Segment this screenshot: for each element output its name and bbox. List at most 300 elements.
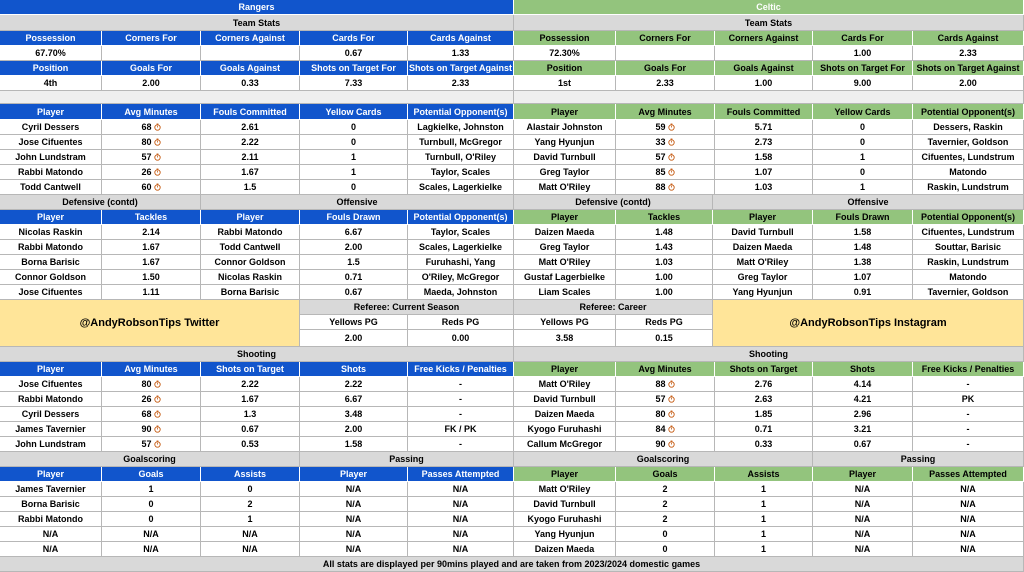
stopwatch-icon [154, 138, 161, 146]
rangers-fouls-cell [201, 150, 300, 165]
rangers-team-stat-value-text: 4th [43, 78, 58, 88]
celtic-def-cell [514, 270, 616, 285]
rangers-team-stat-value [0, 46, 102, 61]
rangers-off-cell [300, 285, 408, 300]
celtic-fouls-cell [715, 135, 813, 150]
celtic-fouls-cell [514, 180, 616, 195]
rangers-goals-header [102, 467, 201, 482]
celtic-team-stat-header-text: Goals Against [733, 63, 794, 73]
rangers-shooting-cell [408, 377, 514, 392]
rangers-fouls-cell-text: 0 [350, 122, 356, 132]
celtic-fouls-header [514, 104, 616, 120]
footer-note-text: All stats are displayed per 90mins played and are taken from 2023/2024 domestic games [322, 559, 701, 569]
rangers-off-cell [201, 285, 300, 300]
rangers-team-stat-header-text: Corners Against [215, 33, 285, 43]
celtic-team-stat-value-text: 2.33 [959, 48, 977, 58]
celtic-fouls-cell [715, 180, 813, 195]
stopwatch-icon [154, 183, 161, 191]
rangers-off-cell [201, 270, 300, 285]
rangers-off-cell [300, 255, 408, 270]
celtic-fouls-cell-text: Yang Hyunjun [534, 137, 595, 147]
rangers-shooting-cell-text: FK / PK [444, 424, 477, 434]
celtic-goals-cell-text: 2 [662, 514, 668, 524]
rangers-fouls-cell-text: Rabbi Matondo [18, 167, 83, 177]
rangers-fouls-header [201, 104, 300, 120]
rangers-goals-cell-text: 0 [148, 499, 154, 509]
rangers-off-header-text: Potential Opponent(s) [413, 212, 508, 222]
celtic-fouls-header-text: Fouls Committed [726, 106, 801, 117]
celtic-goals-cell [514, 482, 616, 497]
rangers-fouls-cell-text: 1 [350, 152, 356, 162]
celtic-pass-cell [813, 542, 913, 557]
celtic-team-stat-value [514, 76, 616, 91]
rangers-team-stat-header [0, 31, 102, 46]
rangers-shooting-cell [300, 377, 408, 392]
rangers-fouls-cell [102, 165, 201, 180]
rangers-shooting-cell [102, 422, 201, 437]
celtic-off-cell [813, 255, 913, 270]
rangers-goals-cell-text: 1 [148, 484, 154, 494]
rangers-goals-cell [0, 527, 102, 542]
rangers-fouls-cell [102, 180, 201, 195]
celtic-goals-cell [616, 542, 715, 557]
rangers-banner-text: Rangers [238, 2, 275, 12]
celtic-def-header-text: Tackles [647, 212, 681, 222]
rangers-fouls-cell [408, 120, 514, 135]
celtic-shooting-cell [514, 377, 616, 392]
celtic-team-stat-header-text: Corners For [639, 33, 691, 43]
celtic-fouls-cell [616, 150, 715, 165]
rangers-shooting-cell [300, 437, 408, 452]
rangers-shooting-header [300, 362, 408, 377]
celtic-shooting-cell [913, 392, 1024, 407]
celtic-shooting-cell-text: 0.71 [754, 424, 773, 434]
rangers-def-cell-text: 1.50 [142, 272, 160, 282]
celtic-banner-text: Celtic [756, 2, 781, 12]
celtic-goals-cell-text: 2 [662, 484, 668, 494]
celtic-goals-cell-text: David Turnbull [533, 499, 596, 509]
rangers-fouls-cell [201, 165, 300, 180]
celtic-fouls-cell-text: Tavernier, Goldson [927, 137, 1009, 147]
celtic-shooting-cell-text: 57 [655, 394, 666, 404]
rangers-team-stat-value-text: 0.67 [344, 48, 363, 58]
rangers-shooting-cell-text: 2.22 [344, 379, 363, 389]
stopwatch-icon [668, 395, 675, 403]
rangers-fouls-cell-text: Turnbull, McGregor [419, 137, 502, 147]
celtic-off-cell-text: Greg Taylor [737, 272, 788, 282]
referee-career-label-text: Referee: Career [579, 302, 647, 312]
celtic-goals-cell-text: 0 [662, 544, 668, 554]
rangers-team-stat-value-text: 67.70% [35, 48, 66, 58]
rangers-team-stat-header-text: Goals Against [219, 63, 281, 73]
rangers-shooting-cell-text: 26 [141, 394, 152, 404]
celtic-def-cell [514, 285, 616, 300]
rangers-fouls-cell [102, 120, 201, 135]
celtic-goals-cell-text: 0 [662, 529, 668, 539]
rangers-off-cell-text: Rabbi Matondo [217, 227, 283, 237]
rangers-fouls-cell-text: 0 [350, 137, 356, 147]
celtic-fouls-cell-text: 1.58 [754, 152, 773, 162]
celtic-fouls-header-text: Yellow Cards [834, 106, 891, 117]
celtic-goals-cell [616, 527, 715, 542]
rangers-pass-cell [300, 527, 408, 542]
celtic-team-stat-value [616, 76, 715, 91]
celtic-def-cell-text: 1.00 [655, 272, 673, 282]
celtic-passing-label-text: Passing [900, 454, 936, 464]
celtic-goals-cell-text: 2 [662, 499, 668, 509]
rangers-shooting-cell [408, 437, 514, 452]
celtic-shooting-cell [913, 437, 1024, 452]
celtic-shooting-cell [913, 377, 1024, 392]
rangers-shooting-header [102, 362, 201, 377]
celtic-shooting-label-text: Shooting [749, 349, 788, 359]
rangers-def-cell-text: 1.11 [142, 287, 160, 297]
rangers-fouls-cell-text: 68 [141, 122, 152, 132]
celtic-fouls-cell [616, 165, 715, 180]
celtic-team-stat-header-text: Shots on Target Against [916, 63, 1020, 73]
celtic-shooting-cell-text: - [966, 379, 970, 389]
rangers-goals-cell-text: N/A [143, 544, 159, 554]
celtic-shooting-cell-text: PK [961, 394, 975, 404]
rangers-fouls-cell [201, 180, 300, 195]
celtic-fouls-cell [813, 135, 913, 150]
celtic-team-stat-header-text: Goals For [643, 63, 686, 73]
rangers-off-cell [201, 240, 300, 255]
celtic-team-stat-header [616, 31, 715, 46]
rangers-fouls-header-text: Yellow Cards [325, 106, 382, 117]
rangers-pass-cell [300, 512, 408, 527]
stopwatch-icon [154, 425, 161, 433]
referee-current-value-text: 2.00 [344, 333, 363, 343]
rangers-def-cell-text: Rabbi Matondo [18, 242, 83, 252]
spacer-row [0, 91, 514, 104]
celtic-shooting-header-text: Player [550, 364, 579, 374]
rangers-fouls-cell-text: Scales, Lagerkielke [418, 182, 503, 192]
stopwatch-icon [668, 440, 675, 448]
rangers-off-cell-text: 0.67 [344, 287, 363, 297]
referee-career-header [616, 315, 713, 330]
rangers-pass-cell-text: N/A [452, 514, 469, 524]
celtic-goals-cell [616, 497, 715, 512]
rangers-fouls-cell [408, 180, 514, 195]
celtic-goals-cell [514, 512, 616, 527]
rangers-fouls-cell [408, 165, 514, 180]
celtic-fouls-cell-text: 1 [859, 152, 865, 162]
rangers-off-cell-text: Connor Goldson [214, 257, 286, 267]
celtic-shooting-cell-text: 4.14 [853, 379, 872, 389]
rangers-fouls-cell [300, 150, 408, 165]
rangers-team-stat-value [201, 46, 300, 61]
celtic-shooting-header [715, 362, 813, 377]
stopwatch-icon [668, 138, 675, 146]
rangers-team-stat-header-text: Cards Against [430, 33, 491, 43]
rangers-shooting-cell [102, 407, 201, 422]
celtic-goals-cell [715, 542, 813, 557]
celtic-team-stat-header [715, 31, 813, 46]
rangers-fouls-cell-text: 2.61 [241, 122, 259, 132]
rangers-def-cell-text: 1.67 [142, 242, 160, 252]
rangers-team-stat-value [102, 76, 201, 91]
rangers-goals-cell-text: N/A [242, 529, 258, 539]
celtic-def-cell-text: Greg Taylor [539, 242, 590, 252]
rangers-fouls-cell-text: Todd Cantwell [20, 182, 81, 192]
celtic-shooting-cell-text: 1.85 [754, 409, 773, 419]
celtic-shooting-header-text: Shots [849, 364, 875, 374]
celtic-goals-cell [616, 482, 715, 497]
stopwatch-icon [668, 183, 675, 191]
celtic-off-header-text: Potential Opponent(s) [921, 212, 1015, 222]
rangers-fouls-cell-text: Lagkielke, Johnston [417, 122, 504, 132]
referee-career-header-text: Reds PG [645, 317, 683, 327]
celtic-off-cell [813, 270, 913, 285]
rangers-shooting-cell [102, 437, 201, 452]
celtic-shooting-cell-text: - [966, 409, 970, 419]
rangers-shooting-cell [201, 407, 300, 422]
rangers-shooting-cell-text: Cyril Dessers [21, 409, 80, 419]
rangers-fouls-cell-text: Turnbull, O'Riley [425, 152, 496, 162]
celtic-team-stat-header [616, 61, 715, 76]
celtic-goals-cell [514, 527, 616, 542]
rangers-pass-header [300, 467, 408, 482]
stopwatch-icon [154, 395, 161, 403]
rangers-team-stat-value-text: 2.33 [451, 78, 470, 88]
rangers-goals-header-text: Assists [233, 469, 267, 479]
rangers-off-cell [408, 270, 514, 285]
rangers-pass-cell [300, 497, 408, 512]
celtic-off-header-text: Player [748, 212, 777, 222]
celtic-team-stat-header [715, 61, 813, 76]
celtic-pass-header-text: Player [848, 469, 877, 479]
celtic-pass-header [913, 467, 1024, 482]
celtic-fouls-cell [514, 150, 616, 165]
rangers-pass-cell-text: N/A [345, 484, 362, 494]
rangers-offensive-label [201, 195, 514, 210]
rangers-def-cell [102, 285, 201, 300]
celtic-team-stat-value [715, 46, 813, 61]
rangers-fouls-cell [201, 135, 300, 150]
celtic-def-cell-text: Liam Scales [538, 287, 591, 297]
celtic-fouls-cell-text: 57 [655, 152, 666, 162]
celtic-fouls-cell [913, 180, 1024, 195]
rangers-shooting-cell-text: 80 [141, 379, 152, 389]
celtic-off-cell-text: 1.58 [853, 227, 872, 237]
celtic-def-cell-text: Daizen Maeda [534, 227, 595, 237]
rangers-shooting-header-text: Player [36, 364, 65, 374]
celtic-shooting-cell-text: Kyogo Furuhashi [527, 424, 602, 434]
celtic-off-cell [813, 240, 913, 255]
celtic-fouls-cell-text: 1.03 [754, 182, 773, 192]
rangers-team-stat-header [0, 61, 102, 76]
celtic-shooting-header [616, 362, 715, 377]
celtic-team-stat-value-text: 2.00 [959, 78, 977, 88]
rangers-shooting-header-text: Free Kicks / Penalties [414, 364, 507, 374]
celtic-goals-cell-text: 1 [760, 529, 766, 539]
rangers-shooting-header-text: Shots on Target [216, 364, 284, 374]
celtic-shooting-cell-text: 90 [655, 439, 666, 449]
referee-career-value [514, 330, 616, 347]
celtic-fouls-header [813, 104, 913, 120]
rangers-goals-header [201, 467, 300, 482]
celtic-shooting-cell [514, 437, 616, 452]
rangers-pass-cell [408, 512, 514, 527]
celtic-passing-label [813, 452, 1024, 467]
rangers-team-stat-header-text: Position [32, 63, 69, 73]
celtic-shooting-cell-text: Callum McGregor [526, 439, 602, 449]
celtic-team-stat-value-text: 2.33 [656, 78, 674, 88]
celtic-def-cell [616, 270, 713, 285]
celtic-team-stat-value [514, 46, 616, 61]
rangers-shooting-header-text: Shots [340, 364, 366, 374]
rangers-shooting-cell-text: James Tavernier [15, 424, 86, 434]
rangers-team-stat-header-text: Possession [25, 33, 76, 43]
rangers-shooting-cell [201, 437, 300, 452]
team-stats-label [514, 15, 1024, 31]
rangers-def-cell [102, 240, 201, 255]
celtic-team-stat-header [514, 31, 616, 46]
celtic-fouls-cell-text: Greg Taylor [539, 167, 590, 177]
rangers-off-cell [300, 270, 408, 285]
celtic-team-stat-value [813, 46, 913, 61]
celtic-pass-cell-text: N/A [854, 499, 871, 509]
spacer-row [514, 91, 1024, 104]
rangers-team-stat-value-text: 2.00 [142, 78, 160, 88]
celtic-fouls-cell-text: 5.71 [754, 122, 773, 132]
rangers-shooting-cell-text: - [459, 379, 462, 389]
rangers-shooting-cell-text: 0.53 [241, 439, 259, 449]
rangers-fouls-cell [300, 180, 408, 195]
rangers-goals-cell-text: 0 [148, 514, 154, 524]
celtic-pass-cell-text: N/A [960, 484, 976, 494]
rangers-goals-cell-text: N/A [143, 529, 159, 539]
celtic-def-cell-text: Matt O'Riley [538, 257, 591, 267]
rangers-off-cell [408, 255, 514, 270]
celtic-goalscoring-label [514, 452, 813, 467]
referee-current-value-text: 0.00 [451, 333, 470, 343]
rangers-fouls-header [300, 104, 408, 120]
celtic-off-header [813, 210, 913, 225]
rangers-team-stat-header-text: Cards For [332, 33, 375, 43]
rangers-pass-cell-text: N/A [452, 484, 469, 494]
rangers-pass-header-text: Passes Attempted [421, 469, 500, 479]
celtic-shooting-cell [715, 407, 813, 422]
rangers-goalscoring-label-text: Goalscoring [123, 454, 176, 464]
celtic-fouls-cell [715, 120, 813, 135]
celtic-goals-header-text: Assists [747, 469, 780, 479]
rangers-def-header [102, 210, 201, 225]
celtic-fouls-cell [913, 135, 1024, 150]
rangers-goals-cell [0, 482, 102, 497]
rangers-off-cell [201, 255, 300, 270]
rangers-off-header [201, 210, 300, 225]
rangers-pass-header [408, 467, 514, 482]
rangers-shooting-cell-text: 1.58 [344, 439, 363, 449]
celtic-off-cell-text: David Turnbull [731, 227, 794, 237]
referee-current-label [300, 300, 514, 315]
celtic-goals-cell [715, 497, 813, 512]
rangers-pass-cell [408, 527, 514, 542]
celtic-goals-header-text: Player [550, 469, 579, 479]
rangers-shooting-cell [408, 392, 514, 407]
celtic-fouls-header [913, 104, 1024, 120]
celtic-goals-cell [514, 542, 616, 557]
rangers-team-stat-header [201, 61, 300, 76]
rangers-pass-header-text: Player [339, 469, 368, 479]
rangers-fouls-header-text: Player [36, 106, 65, 117]
rangers-fouls-cell-text: 80 [141, 137, 152, 147]
rangers-team-stat-header [201, 31, 300, 46]
rangers-shooting-cell-text: - [459, 439, 462, 449]
celtic-fouls-cell-text: Matt O'Riley [538, 182, 591, 192]
twitter-promo-text: @AndyRobsonTips Twitter [79, 317, 220, 329]
rangers-goals-header-text: Goals [138, 469, 164, 479]
celtic-shooting-cell-text: 0.33 [754, 439, 773, 449]
stopwatch-icon [668, 410, 675, 418]
celtic-off-cell-text: 0.91 [853, 287, 872, 297]
celtic-def-cell-text: 1.00 [655, 287, 673, 297]
celtic-team-stat-header [913, 61, 1024, 76]
rangers-fouls-cell [408, 135, 514, 150]
stopwatch-icon [668, 380, 675, 388]
rangers-team-stat-header-text: Corners For [125, 33, 177, 43]
celtic-off-cell [913, 240, 1024, 255]
rangers-pass-cell-text: N/A [345, 499, 362, 509]
rangers-goals-cell [102, 497, 201, 512]
rangers-goals-cell [102, 527, 201, 542]
celtic-fouls-header [715, 104, 813, 120]
celtic-shooting-cell [813, 422, 913, 437]
celtic-fouls-cell [813, 120, 913, 135]
rangers-goals-cell-text: Borna Barisic [21, 499, 80, 509]
rangers-shooting-label-text: Shooting [237, 349, 276, 359]
celtic-goals-cell-text: 1 [760, 544, 766, 554]
rangers-defensive-contd-label-text: Defensive (contd) [62, 197, 138, 207]
rangers-shooting-cell [0, 437, 102, 452]
rangers-shooting-cell [102, 377, 201, 392]
celtic-def-cell [616, 285, 713, 300]
rangers-banner [0, 0, 514, 15]
referee-current-value [300, 330, 408, 347]
rangers-shooting-cell [408, 422, 514, 437]
rangers-def-cell-text: Borna Barisic [21, 257, 80, 267]
celtic-fouls-cell-text: 0 [859, 122, 865, 132]
celtic-def-cell [514, 225, 616, 240]
celtic-pass-cell [813, 497, 913, 512]
rangers-off-cell-text: Nicolas Raskin [217, 272, 283, 282]
celtic-shooting-cell-text: 88 [655, 379, 666, 389]
celtic-goals-header [715, 467, 813, 482]
celtic-pass-cell [913, 512, 1024, 527]
rangers-team-stat-value [201, 76, 300, 91]
instagram-promo-text: @AndyRobsonTips Instagram [789, 317, 947, 329]
rangers-pass-cell [408, 542, 514, 557]
rangers-fouls-header [102, 104, 201, 120]
celtic-goals-cell-text: Yang Hyunjun [534, 529, 595, 539]
celtic-fouls-cell [514, 120, 616, 135]
rangers-def-cell [0, 240, 102, 255]
rangers-off-cell-text: 6.67 [344, 227, 363, 237]
celtic-team-stat-value [715, 76, 813, 91]
celtic-off-cell-text: Cifuentes, Lundstrum [921, 227, 1015, 237]
rangers-def-cell [0, 270, 102, 285]
rangers-goals-cell [102, 482, 201, 497]
celtic-team-stat-value-text: 72.30% [549, 48, 580, 58]
celtic-fouls-cell [616, 135, 715, 150]
celtic-defensive-contd-label-text: Defensive (contd) [575, 197, 651, 207]
rangers-off-cell-text: Todd Cantwell [219, 242, 281, 252]
celtic-pass-cell-text: N/A [960, 529, 976, 539]
referee-current-label-text: Referee: Current Season [353, 302, 460, 312]
celtic-team-stat-header-text: Shots on Target For [820, 63, 905, 73]
